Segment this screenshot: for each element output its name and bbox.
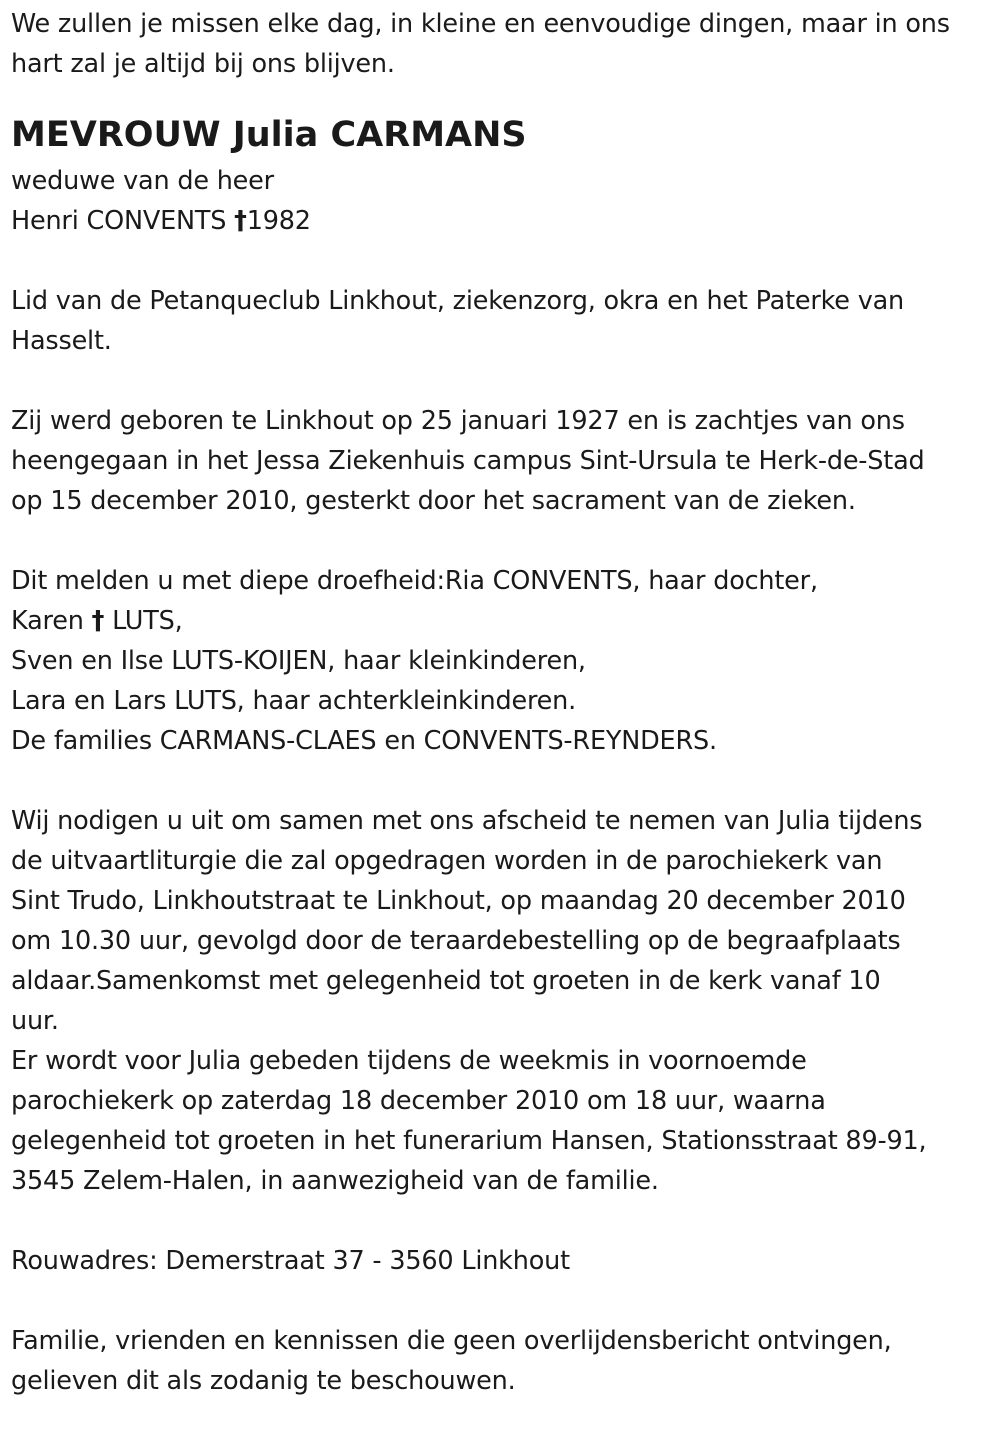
- intro-quote: [11, 4, 988, 84]
- spacer: [11, 241, 988, 281]
- funeral-line: 3545 Zelem-Halen, in aanwezigheid van de familie.: [11, 1166, 659, 1196]
- funeral-line: Er wordt voor Julia gebeden tijdens de weekmis in voornoemde: [11, 1046, 807, 1076]
- funeral-line: parochiekerk op zaterdag 18 december 2010 om 18 uur, waarna: [11, 1086, 826, 1116]
- widow-line: weduwe van de heer: [11, 166, 274, 196]
- funeral-line: Wij nodigen u uit om samen met ons afscheid te nemen van Julia tijdens: [11, 806, 923, 836]
- intro-line: We zullen je missen elke dag, in kleine en eenvoudige dingen, maar in ons: [11, 9, 950, 39]
- spouse-line: [11, 201, 988, 241]
- karen-last-name: LUTS,: [112, 606, 183, 636]
- spacer: [11, 761, 988, 801]
- karen-first-name: Karen: [11, 606, 84, 636]
- funeral-line: Sint Trudo, Linkhoutstraat te Linkhout, op maandag 20 december 2010: [11, 886, 906, 916]
- spacer: [11, 1281, 988, 1321]
- closing-line: gelieven dit als zodanig te beschouwen.: [11, 1366, 516, 1396]
- spacer: [11, 521, 988, 561]
- funeral-line: om 10.30 uur, gevolgd door de teraardebestelling op de begraafplaats: [11, 926, 901, 956]
- membership-line: Lid van de Petanqueclub Linkhout, ziekenzorg, okra en het Paterke van: [11, 286, 904, 316]
- deceased-name: MEVROUW Julia CARMANS: [11, 115, 527, 155]
- birth-death-paragraph: [11, 401, 988, 521]
- mourning-address: Rouwadres: Demerstraat 37 - 3560 Linkhout: [11, 1246, 570, 1276]
- membership-paragraph: [11, 281, 988, 361]
- funeral-line: uur.: [11, 1006, 59, 1036]
- spacer: [11, 1201, 988, 1241]
- family-line: De families CARMANS-CLAES en CONVENTS-REYNDERS.: [11, 726, 717, 756]
- family-line-karen: [11, 601, 988, 641]
- spouse-name: Henri CONVENTS: [11, 206, 227, 236]
- birth-death-line: op 15 december 2010, gesterkt door het sacrament van de zieken.: [11, 486, 856, 516]
- spouse-year: 1982: [246, 206, 311, 236]
- family-line: Lara en Lars LUTS, haar achterkleinkinderen.: [11, 686, 577, 716]
- funeral-line: gelegenheid tot groeten in het funerarium Hansen, Stationsstraat 89-91,: [11, 1126, 927, 1156]
- spacer: [11, 361, 988, 401]
- membership-line: Hasselt.: [11, 326, 112, 356]
- funeral-paragraph: [11, 801, 988, 1201]
- intro-line: hart zal je altijd bij ons blijven.: [11, 49, 395, 79]
- spacer: [11, 84, 988, 110]
- closing-line: Familie, vrienden en kennissen die geen overlijdensbericht ontvingen,: [11, 1326, 892, 1356]
- cross-icon: †: [234, 206, 247, 236]
- birth-death-line: heengegaan in het Jessa Ziekenhuis campus Sint-Ursula te Herk-de-Stad: [11, 446, 925, 476]
- closing-paragraph: [11, 1321, 988, 1401]
- birth-death-line: Zij werd geboren te Linkhout op 25 januari 1927 en is zachtjes van ons: [11, 406, 905, 436]
- funeral-line: aldaar.Samenkomst met gelegenheid tot groeten in de kerk vanaf 10: [11, 966, 881, 996]
- family-paragraph: [11, 561, 988, 761]
- cross-icon: †: [91, 606, 105, 636]
- family-line: Sven en Ilse LUTS-KOIJEN, haar kleinkinderen,: [11, 646, 586, 676]
- funeral-line: de uitvaartliturgie die zal opgedragen worden in de parochiekerk van: [11, 846, 883, 876]
- family-line: Dit melden u met diepe droefheid:Ria CONVENTS, haar dochter,: [11, 566, 818, 596]
